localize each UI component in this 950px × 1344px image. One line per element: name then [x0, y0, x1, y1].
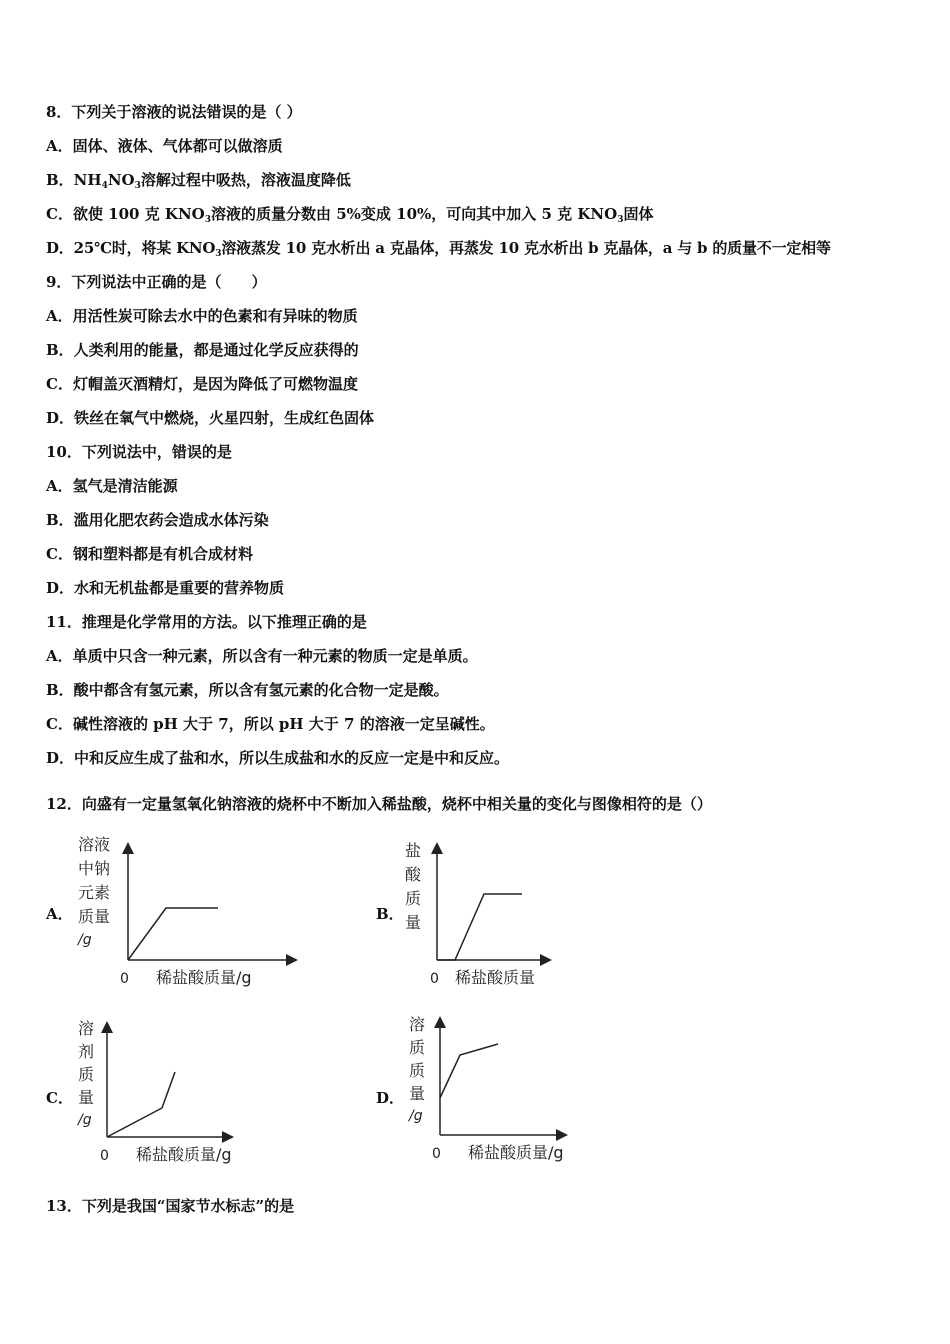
q12-graph-a-label: A．: [46, 905, 73, 923]
q11-option-a: A．单质中只含一种元素，所以含有一种元素的物质一定是单质。: [46, 647, 478, 665]
graph-b-ylabel-1: 盐: [405, 841, 422, 860]
graph-a-xlabel: 稀盐酸质量/g: [156, 968, 252, 987]
q12-graph-d-label: D．: [376, 1089, 405, 1107]
graph-b-ylabel-2: 酸: [405, 865, 422, 884]
graph-c-ylabel-2: 剂: [78, 1042, 95, 1061]
q9-option-b: B．人类利用的能量，都是通过化学反应获得的: [46, 341, 359, 359]
q12-graph-b-label: B．: [376, 905, 404, 923]
q11-option-c: C．碱性溶液的 pH 大于 7，所以 pH 大于 7 的溶液一定呈碱性。: [46, 715, 495, 733]
q8-d-text-2: 溶液蒸发 10 克水析出 a 克晶体，再蒸发 10 克水析出 b 克晶体，a 与 b 的质量不一定相等: [221, 239, 831, 257]
graph-c-origin: 0: [100, 1148, 109, 1164]
graph-a-ylabel-2: 中钠: [78, 859, 111, 878]
graph-a-ylabel-4: 质量: [78, 907, 111, 926]
graph-d-origin: 0: [432, 1146, 441, 1162]
q8-c-text-1: C．欲使 100 克 KNO: [46, 205, 205, 223]
q9-option-d: D．铁丝在氧气中燃烧，火星四射，生成红色固体: [46, 409, 375, 427]
graph-a-origin: 0: [120, 971, 129, 987]
q12-graph-c: [76, 1019, 232, 1164]
q8-d-subscript: 3: [215, 249, 222, 259]
q10-option-b: B．滥用化肥农药会造成水体污染: [46, 511, 269, 529]
q8-c-subscript-2: 3: [617, 215, 624, 225]
q8-b-text-1: B．NH: [46, 171, 102, 189]
q8-c-subscript-1: 3: [204, 215, 211, 225]
q11-stem: 11．推理是化学常用的方法。以下推理正确的是: [46, 613, 367, 631]
q12-stem: 12．向盛有一定量氢氧化钠溶液的烧杯中不断加入稀盐酸，烧杯中相关量的变化与图像相符的是（）: [46, 795, 712, 813]
q12-graph-a: [76, 835, 292, 987]
graph-d-ylabel-5: /g: [409, 1108, 423, 1124]
q8-b-subscript-2: 3: [134, 181, 141, 191]
q13-stem: 13．下列是我国“国家节水标志”的是: [46, 1197, 295, 1215]
q9-option-a: A．用活性炭可除去水中的色素和有异味的物质: [46, 307, 358, 325]
graph-b-origin: 0: [430, 971, 439, 987]
q11-option-d: D．中和反应生成了盐和水，所以生成盐和水的反应一定是中和反应。: [46, 749, 510, 767]
graph-b-ylabel-3: 质: [405, 889, 422, 908]
q10-option-c: C．钢和塑料都是有机合成材料: [46, 545, 253, 563]
graph-b-xlabel: 稀盐酸质量: [455, 968, 536, 987]
q8-b-text-3: 溶解过程中吸热，溶液温度降低: [140, 171, 351, 189]
q8-c-text-3: 固体: [623, 205, 654, 223]
q12-graph-d: [407, 1015, 564, 1162]
graph-a-ylabel-1: 溶液: [78, 835, 111, 854]
q8-option-a: A．固体、液体、气体都可以做溶质: [46, 137, 283, 155]
q10-stem: 10．下列说法中，错误的是: [46, 443, 232, 461]
graph-d-ylabel-3: 质: [409, 1061, 426, 1080]
graph-c-ylabel-1: 溶: [78, 1019, 95, 1038]
q8-d-text-1: D．25℃时，将某 KNO: [46, 239, 216, 257]
graph-c-ylabel-4: 量: [78, 1088, 95, 1107]
graph-a-ylabel-3: 元素: [78, 883, 111, 902]
graph-c-xlabel: 稀盐酸质量/g: [136, 1145, 232, 1164]
graph-c-curve: [107, 1072, 175, 1137]
q9-stem: 9．下列说法中正确的是（ ）: [46, 273, 267, 291]
q12-graph-c-label: C．: [46, 1089, 73, 1107]
q8-c-text-2: 溶液的质量分数由 5%变成 10%，可向其中加入 5 克 KNO: [211, 205, 618, 223]
q8-b-text-2: NO: [107, 171, 135, 189]
graph-c-ylabel-5: /g: [78, 1112, 92, 1128]
q12-graph-b: [405, 841, 546, 987]
graph-b-ylabel-4: 量: [405, 913, 422, 932]
q8-stem: 8．下列关于溶液的说法错误的是（ ）: [46, 103, 302, 121]
q10-option-d: D．水和无机盐都是重要的营养物质: [46, 579, 285, 597]
graph-a-curve: [128, 908, 218, 960]
q11-option-b: B．酸中都含有氢元素，所以含有氢元素的化合物一定是酸。: [46, 681, 449, 699]
graph-d-ylabel-4: 量: [409, 1084, 426, 1103]
q8-b-subscript-1: 4: [101, 181, 108, 191]
graph-a-ylabel-5: /g: [78, 932, 92, 948]
graph-d-ylabel-2: 质: [409, 1038, 426, 1057]
graph-c-ylabel-3: 质: [78, 1065, 95, 1084]
q10-option-a: A．氢气是清洁能源: [46, 477, 178, 495]
graph-b-curve: [437, 894, 522, 960]
graph-d-ylabel-1: 溶: [409, 1015, 426, 1034]
graph-d-curve: [440, 1044, 498, 1098]
graph-d-xlabel: 稀盐酸质量/g: [468, 1143, 564, 1162]
q9-option-c: C．灯帽盖灭酒精灯，是因为降低了可燃物温度: [46, 375, 358, 393]
